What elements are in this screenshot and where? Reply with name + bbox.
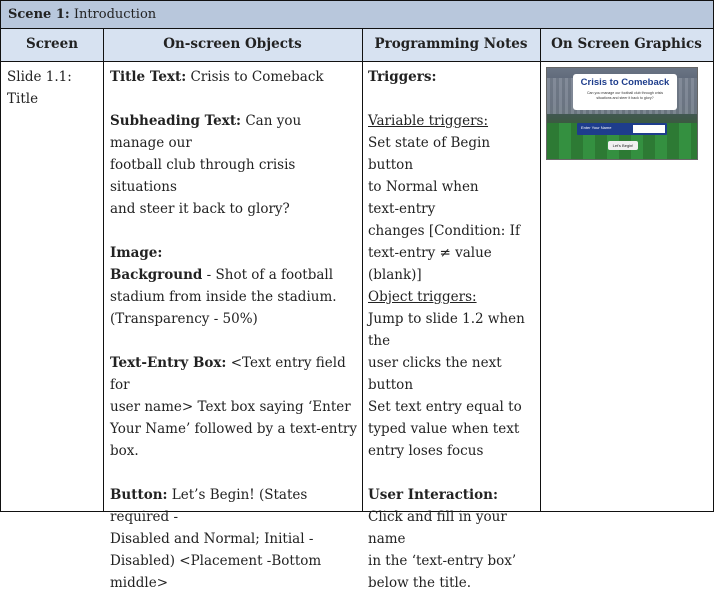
slide-name: Slide 1.1: Title [7,69,72,107]
column-divider [540,29,541,512]
title-text-label: Title Text: [110,69,187,85]
thumbnail-title: Crisis to Comeback [580,77,670,88]
note-line: changes [Condition: If [368,223,520,239]
subheading-line [110,110,358,154]
user-interaction-heading: User Interaction: [368,487,498,503]
background-label: Background [110,267,203,283]
button-text: Disabled) <Placement -Bottom [110,553,322,569]
note-line: below the title. [368,575,472,591]
note-line: to Normal when [368,179,479,195]
thumbnail-name-label: Enter Your Name [581,125,612,130]
thumbnail-title-card [573,74,677,110]
scene-label: Scene 1: [8,7,70,22]
thumbnail-name-field [633,125,665,133]
note-line: Jump to slide 1.2 when the [368,311,525,349]
text-entry-text: user name> Text box saying ‘Enter [110,399,351,415]
thumbnail-name-entry [577,123,667,135]
note-line: text-entry [368,201,436,217]
background-text: (Transparency - 50%) [110,311,258,327]
objects-cell [110,66,358,594]
text-entry-text: <Text entry field for [110,355,346,393]
background-line [110,264,358,286]
scene-row [1,1,713,29]
screen-cell [7,66,101,110]
text-entry-text: box. [110,443,139,459]
title-text-line [110,66,358,88]
slide-thumbnail [546,67,698,160]
notes-cell [368,66,538,594]
note-line: entry loses focus [368,443,484,459]
scene-title [8,7,156,22]
triggers-heading: Triggers: [368,69,437,85]
button-line [110,484,358,528]
button-label: Button: [110,487,168,503]
button-text: Disabled and Normal; Initial - [110,531,314,547]
subheading-text: football club through crisis situations [110,157,296,195]
background-text: - Shot of a football [202,267,334,283]
thumbnail-subtitle: Can you manage our football club through crisis situations and steer it back to glory? [586,91,664,100]
note-line: in the ‘text-entry box’ [368,553,517,569]
note-line: (blank)] [368,267,422,283]
subheading-text: Can you manage our [110,113,302,151]
header-row [1,29,713,62]
column-divider [362,29,363,512]
scene-name: Introduction [73,7,157,22]
subheading-text: and steer it back to glory? [110,201,290,217]
header-notes: Programming Notes [374,36,528,52]
subheading-label: Subheading Text: [110,113,242,129]
object-triggers-heading: Object triggers: [368,289,477,305]
text-entry-line [110,352,358,396]
variable-triggers-heading: Variable triggers: [368,113,489,129]
background-text: stadium from inside the stadium. [110,289,337,305]
header-graphics: On Screen Graphics [551,36,702,52]
column-divider [103,29,104,512]
text-entry-text: Your Name’ followed by a text-entry [110,421,358,437]
note-line: Set text entry equal to [368,399,522,415]
header-screen: Screen [25,36,79,52]
note-line: text-entry ≠ value [368,245,492,261]
button-text: middle> [110,575,169,591]
text-entry-label: Text-Entry Box: [110,355,227,371]
thumbnail-begin-button: Let's Begin! [608,141,638,150]
note-line: Click and fill in your name [368,509,507,547]
title-text-value: Crisis to Comeback [186,69,324,85]
note-line: Set state of Begin button [368,135,491,173]
button-text: Let’s Begin! (States required - [110,487,308,525]
image-label: Image: [110,245,163,261]
note-line: user clicks the next button [368,355,502,393]
header-objects: On-screen Objects [163,36,302,52]
note-line: typed value when text [368,421,520,437]
